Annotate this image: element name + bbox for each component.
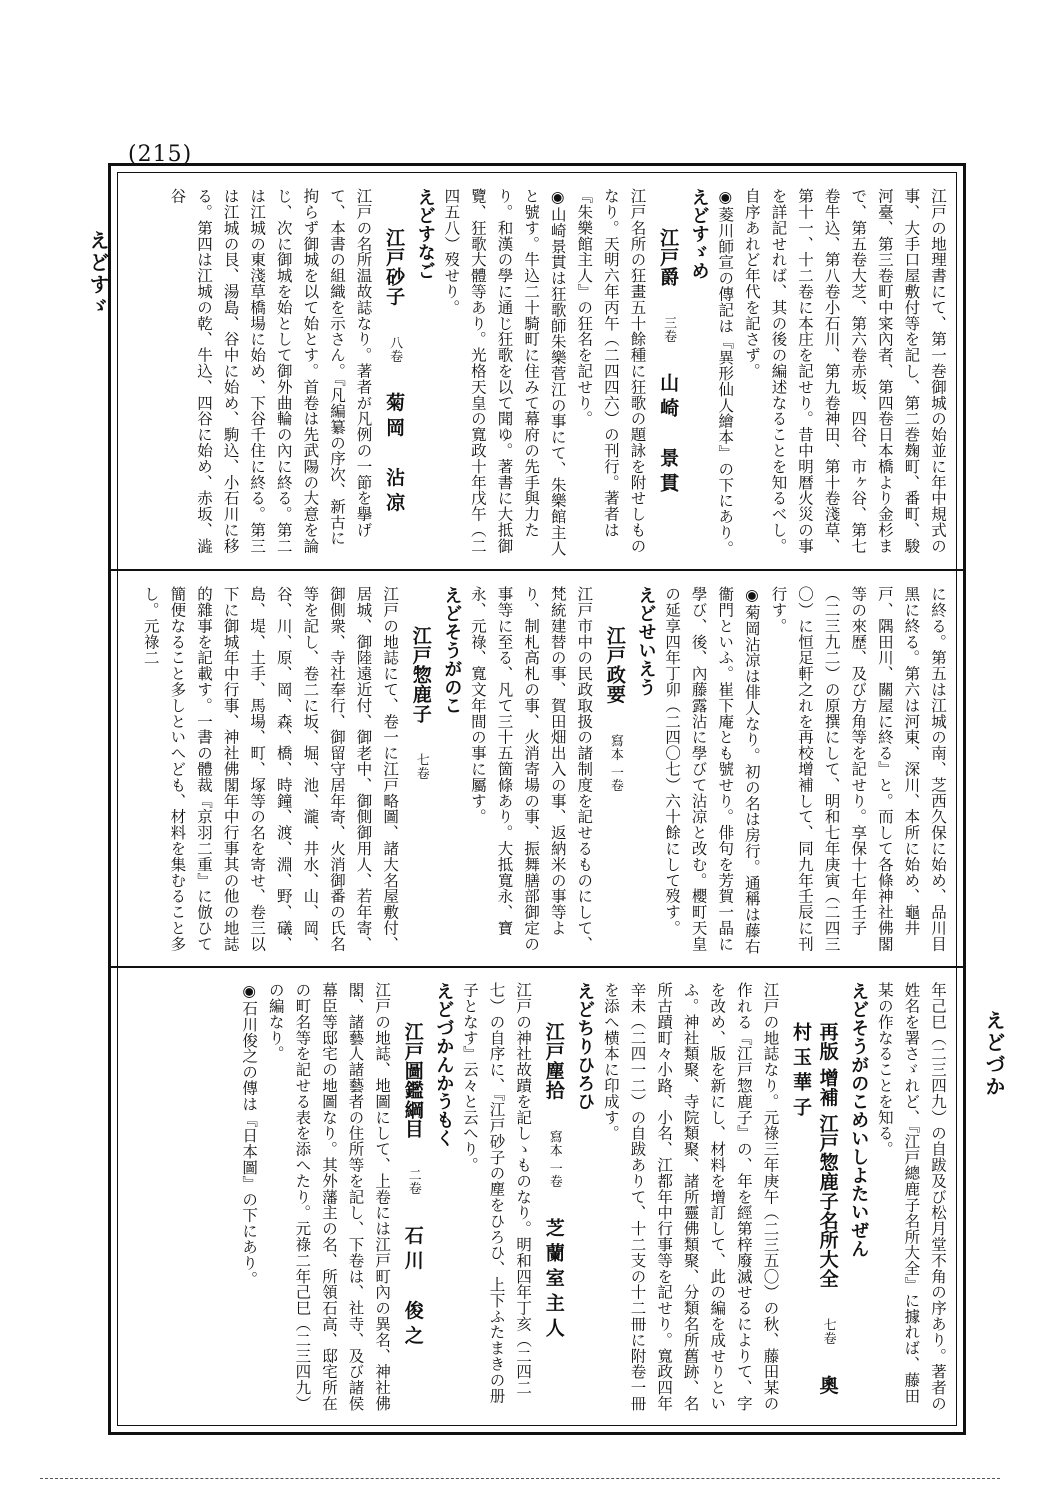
- entry-title: 再版 增補 江戸惣鹿子名所大全: [816, 1022, 839, 1289]
- entry-paragraph: 江戸の名所温故誌なり。著者が凡例の一節を擧げて、本書の組織を示さん。『凡編纂の序次、新古に拘らず御城を以て始とす。首卷は先武陽の大意を論じ、次に御城を始として御外曲輪の內に終る。第二は江城の東淺草橋場に始め、下谷千住に終る。第三は江城の艮、湯島、谷中に始め、駒込、小石川に移る。第四は江城の乾、牛込、四谷に始め、赤坂、澁谷: [168, 188, 373, 554]
- entry-header: [399, 982, 426, 1414]
- entry-reading: えどそうがのこ: [441, 586, 463, 715]
- bottom-rule: [40, 1478, 1000, 1479]
- dictionary-entry: [164, 188, 438, 560]
- entry-paragraph: 江戸の地誌にて、卷一に江戸略圖、諸大名屋敷付、居城、御陸遠近付、御老中、御側御用人、若年寄、御側衆、寺社奉行、御留守居年寄、火消御番の氏名等を記し、卷二に坂、堀、池、瀧、井水、山、岡、谷、川、原、岡、森、橋、時鐘、渡、淵、野、礒、島、堤、土手、馬場、町、塚等の名を寄せ、卷三以下に御城年中行事、神社佛閣年中行事其の他の地誌的雜事を記載す。一書の體裁『京羽二重』に倣ひて簡便なること多しといへども、材料を集むること多し。元祿二: [141, 586, 400, 952]
- entry-paragraph: に終る。第五は江城の南、芝西久保に始め、品川目黑に終る。第六は河東、深川、本所に始め、龜井戸、隅田川、關屋に終る』と。而して各條神社佛閣等の來歷、及び方角等を記せり。享保十七年壬子（二三九二）の原撰にして、明和七年庚寅（二四三〇）に恒足軒之れを再校增補して、同九年壬辰に刊行す。: [769, 586, 947, 952]
- entry-reading: えどづかんかうもく: [433, 982, 455, 1148]
- entry-volumes: 三卷: [661, 316, 677, 344]
- entry-paragraph: 江戸の地誌、地圖にして、上卷には江戸町內の異名、神社佛閣、諸藝人諸藝者の住所等を記し、下卷は、社寺、及び諸侯幕臣等邸宅の地圖なり。其外藩主の名、所領石高、邸宅所在の町名等を記せる表を添へたり。元祿二年己巳（二三四九）の編なり。: [266, 982, 392, 1412]
- entry-title: 江戸爵: [657, 228, 680, 287]
- dictionary-entry: [137, 586, 464, 958]
- entry-reading: えどちりひろひ: [574, 982, 596, 1111]
- entry-paragraph: 江戸名所の狂畫五十餘種に狂歌の題詠を附せしものなり。天明六年丙午（二四四六）の刊行。著者は『朱樂館主人』の狂名を記せり。: [575, 188, 647, 554]
- text-band-2: [123, 586, 951, 958]
- entry-paragraph: ◉菊岡沾凉は俳人なり。初の名は房行。通稱は藤右衞門といふ。崔下庵とも號せり。俳句を芳賀一晶に學び、後、內藤露沾に學びて沾凉と改む。櫻町天皇の延享四年丁卯（二四〇七）六十餘にして歿す。: [663, 586, 761, 955]
- dictionary-entry: [236, 982, 457, 1414]
- entry-header: [601, 586, 628, 958]
- entry-volumes: 二卷: [405, 1168, 421, 1196]
- entry-title: 江戸塵拾: [542, 1022, 565, 1100]
- entry-author: 山崎 景貫: [657, 373, 680, 499]
- side-label-lower: えどづか: [982, 1010, 1006, 1098]
- entry-reading: えどすなご: [414, 188, 436, 280]
- page-frame: [108, 163, 966, 1435]
- dictionary-entry: [658, 586, 951, 958]
- entry-header: [654, 188, 681, 560]
- entry-header: [787, 982, 840, 1414]
- entry-volumes: 寫本 一卷: [546, 1129, 562, 1188]
- entry-reading: えどすゞめ: [688, 188, 710, 280]
- entry-title: 江戸圖鑑綱目: [401, 1022, 424, 1139]
- entry-header: [540, 982, 567, 1414]
- entry-paragraph: 江戸の地誌なり。元祿三年庚午（二三五〇）の秋、藤田某の作れる『江戸惣鹿子』の、年を經第梓廢滅せるによりて、字を改め、版を新にし、材料を增訂して、此の編を成せりといふ。神社類聚、寺院類聚、諸所靈佛類聚、分類名所舊跡、名所古蹟町々小路、小名、江都年中行事等を記せり。寬政四年辛未（二四一二）の自跋ありて、十二支の十二冊に附卷一冊を添へ横本に印成す。: [601, 982, 780, 1412]
- entry-paragraph: ◉菱川師宣の傳記は『異形仙人繪本』の下にあり。: [716, 188, 735, 557]
- entry-header: [381, 188, 408, 560]
- entry-volumes: 七卷: [820, 1318, 836, 1346]
- text-band-3: [123, 982, 951, 1414]
- entry-paragraph: ◉石川俊之の傳は『日本圖』の下にあり。: [240, 982, 259, 1287]
- dictionary-entry: [597, 982, 871, 1414]
- band-divider-2: [111, 966, 963, 968]
- entry-reading: えどそうがのこめいしよたいぜん: [848, 982, 870, 1258]
- entry-title: 江戸砂子: [383, 228, 406, 306]
- entry-volumes: 寫本 一卷: [607, 733, 623, 792]
- entry-author: 菊岡 沾凉: [383, 392, 406, 518]
- entry-paragraph: 江戸の地理書にて、第一巻御城の始並に年中規式の事、大手口屋敷付等を記し、第二巻麹町、番町、駿河臺、第三卷町中寀內者、第四卷日本橋より金杉まで、第五卷大芝、第六卷赤坂、四谷、市ヶ谷、第七卷牛込、第八卷小石川、第九卷神田、第十卷淺草、第十一、十二卷に本庄を記せり。昔中明暦火災の事を詳記せれば、其の後の編述なることを知るべし。自序あれど年代を記さず。: [742, 188, 947, 554]
- entry-header: [407, 586, 434, 958]
- entry-author: 奧村玉華子: [790, 1022, 839, 1401]
- entry-reading: えどせいえう: [635, 586, 657, 697]
- entry-paragraph: 江戸市中の民政取扱の諸制度を記せるものにして、梵統建替の事、賀田畑出入の事、返納米の事等より、制札高札の事、火消寄場の事、振舞膳部御定の事等に至る、凡て三十五箇條あり。大抵寬永、寶永、元祿、寬文年間の事に屬す。: [468, 586, 594, 952]
- entry-title: 江戸惣鹿子: [409, 626, 432, 723]
- band-divider-1: [111, 569, 963, 571]
- entry-author: 石川 俊之: [401, 1225, 424, 1351]
- entry-title: 江戸政要: [603, 626, 626, 704]
- text-band-1: [123, 188, 951, 560]
- dictionary-entry: [464, 586, 658, 958]
- entry-author: 芝蘭室主人: [542, 1217, 565, 1343]
- page-number: (215): [128, 142, 193, 167]
- side-label-upper: えどすゞ: [86, 230, 110, 318]
- dictionary-entry: [438, 188, 712, 560]
- entry-paragraph: 江戸の神社故蹟を記しゝものなり。明和四年丁亥（二四二七）の自序に、『江戸砂子の塵をひろひ、上下ふたまきの册子となす』云々と云へり。: [460, 982, 533, 1404]
- dictionary-entry: [712, 188, 951, 560]
- dictionary-entry: [456, 982, 597, 1414]
- dictionary-entry: [871, 982, 951, 1414]
- entry-paragraph: 年己巳（二三四九）の自跋及び松月堂不角の序あり。著者の姓名を署さゞれど、『江戸總鹿子名所大全』に據れば、藤田某の作なることを知る。: [875, 982, 947, 1412]
- entry-paragraph: ◉山崎景貫は狂歌師朱樂菅江の事にて、朱樂館主人と號す。牛込二十騎町に住みて幕府の先手與力たり。和漢の學に通じ狂歌を以て聞ゆ。著書に大抵御覽、狂歌大體等あり。光格天皇の寬政十年戊午（二四五八）歿せり。: [442, 188, 567, 557]
- entry-volumes: 七卷: [413, 753, 429, 780]
- entry-volumes: 八卷: [387, 335, 403, 363]
